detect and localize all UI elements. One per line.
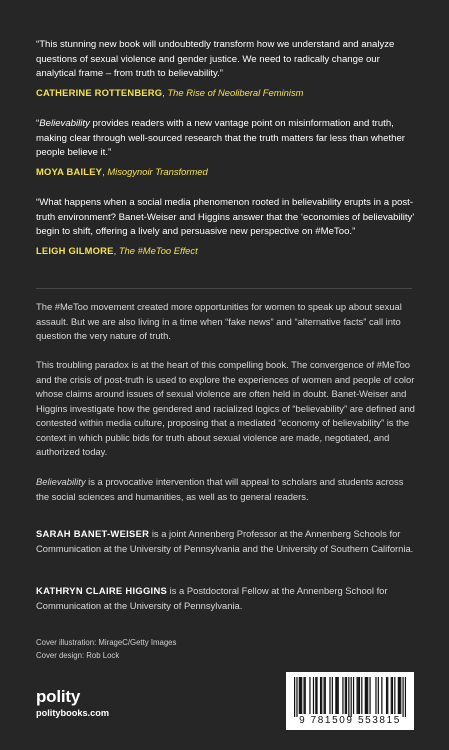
isbn-number: 9 781509 553815 [299,715,401,726]
publisher-website: politybooks.com [36,708,109,718]
author-name: KATHRYN CLAIRE HIGGINS [36,585,168,596]
blurb-quote [36,117,416,161]
barcode-bar [335,677,336,714]
barcode-bar [367,677,368,714]
barcode-bar [353,677,354,714]
blurb-quote: “This stunning new book will undoubtedly transform how we understand and analyze questions of sexual violence and gender justice. We need to radically change our analytical frame – from truth to believability.” [36,39,395,80]
isbn-barcode [286,672,414,730]
blurb-rottenberg [36,38,416,99]
barcode-bar [313,677,314,714]
barcode-bar [356,677,357,714]
publisher-block [36,688,109,719]
barcode-bar [299,677,300,714]
barcode-bar [315,677,316,714]
publisher-logo: polity [36,687,81,706]
description-paragraph-3: Believability is a provocative intervention that will appeal to scholars and students across the social sciences and humanities, as well as to general readers. [36,476,404,502]
blurb-work: The #MeToo Effect [118,244,198,256]
barcode-bar [381,677,382,714]
book-title-inline: Believability [36,476,86,487]
barcode-bar [345,677,346,714]
blurb-quote: “What happens when a social media phenomenon rooted in believability erupts in a post-truth environment? Banet-Weiser and Higgins answer that the ‘economies of believability’ begin to shift, offering a lively and persuasive new perspective on #MeToo.” [36,197,415,238]
barcode-bar [336,677,337,714]
author-name: SARAH BANET-WEISER [36,528,150,539]
design-credit: Cover design: Rob Lock [36,651,120,660]
quote-open-mark: “ [36,118,40,129]
barcode-bar [309,677,310,714]
blurb-work: Misogynoir Transformed [107,165,208,177]
blurb-bailey [36,117,416,178]
barcode-bar [361,677,362,714]
barcode-bar [387,677,388,714]
blurb-gilmore [36,196,416,257]
author-bio-higgins [36,584,416,613]
barcode-bar [316,677,317,714]
barcode-bar [405,677,406,717]
blurb-work: The Rise of Neoliberal Feminism [167,86,304,98]
cover-credits [36,636,176,662]
barcode-bar [342,677,343,714]
author-bio: is a joint Annenberg Professor at the Annenberg Schools for Communication at the University of Pennsylvania and the University of Southern California. [36,528,414,554]
barcode-bar [329,677,330,714]
barcode-bar [359,677,360,714]
barcode-bar [366,677,367,714]
author-bio-banet-weiser [36,527,416,556]
barcode-bar [375,677,376,714]
divider [36,288,412,289]
blurb-author: LEIGH GILMORE [36,244,114,256]
barcode-bar [294,677,295,717]
description-paragraph-2: This troubling paradox is at the heart of this compelling book. The convergence of #MeToo and the crisis of post-truth is used to explore the experiences of women and people of color whose claims around issues of sexual violence are often held in doubt. Banet-Weiser and Higgins investigate how the gendered and racialized logics of “believability” are defined and contested within media culture, proposing that a mediated “economy of believability” is the context in which public bids for truth about sexual violence are made, negotiated, and authorized today. [36,359,415,457]
illustration-credit: Cover illustration: MirageC/Getty Images [36,638,177,647]
barcode-bar [325,677,326,714]
blurb-attribution: CATHERINE ROTTENBERG, The Rise of Neoliberal Feminism [36,86,304,98]
barcode-bar [303,677,304,714]
barcode-bar [321,677,322,714]
barcode-bar [402,677,403,717]
barcode-bar [346,677,347,714]
barcode-bar [301,677,302,714]
barcode-bar [320,677,321,714]
book-title-inline: Believability [39,118,90,129]
barcode-bars [294,677,406,717]
description-paragraph-1: The #MeToo movement created more opportunities for women to speak up about sexual assault. But we are also living in a time when “fake news” and “alternative facts” call into question the very nature of truth. [36,301,402,341]
barcode-bar [392,677,393,714]
barcode-bar [338,677,339,714]
blurb-attribution: LEIGH GILMORE, The #MeToo Effect [36,244,198,256]
barcode-bar [365,677,366,714]
barcode-bar [391,677,392,714]
barcode-bar [296,677,297,717]
barcode-bar [399,677,400,714]
barcode-bar [300,677,301,714]
barcode-bar [305,677,306,714]
blurb-author: MOYA BAILEY [36,165,103,177]
barcode-bar [400,677,401,714]
barcode-bar [378,677,379,714]
author-bio: is a Postdoctoral Fellow at the Annenberg School for Communication at the University of Pennsylvania. [36,585,388,611]
barcode-bar [348,677,349,717]
barcode-bar [358,677,359,714]
barcode-bar [398,677,399,714]
barcode-bar [323,677,324,714]
quote-text: provides readers with a new vantage point on misinformation and truth, making clear through well-sourced research that the truth matters far less than whether people believe it.” [36,118,406,159]
barcode-bar [394,677,395,714]
barcode-bar [386,677,387,714]
blurb-attribution: MOYA BAILEY, Misogynoir Transformed [36,165,208,177]
barcode-bar [369,677,370,714]
barcode-bar [332,677,333,714]
blurb-author: CATHERINE ROTTENBERG [36,86,163,98]
barcode-bar [351,677,352,717]
